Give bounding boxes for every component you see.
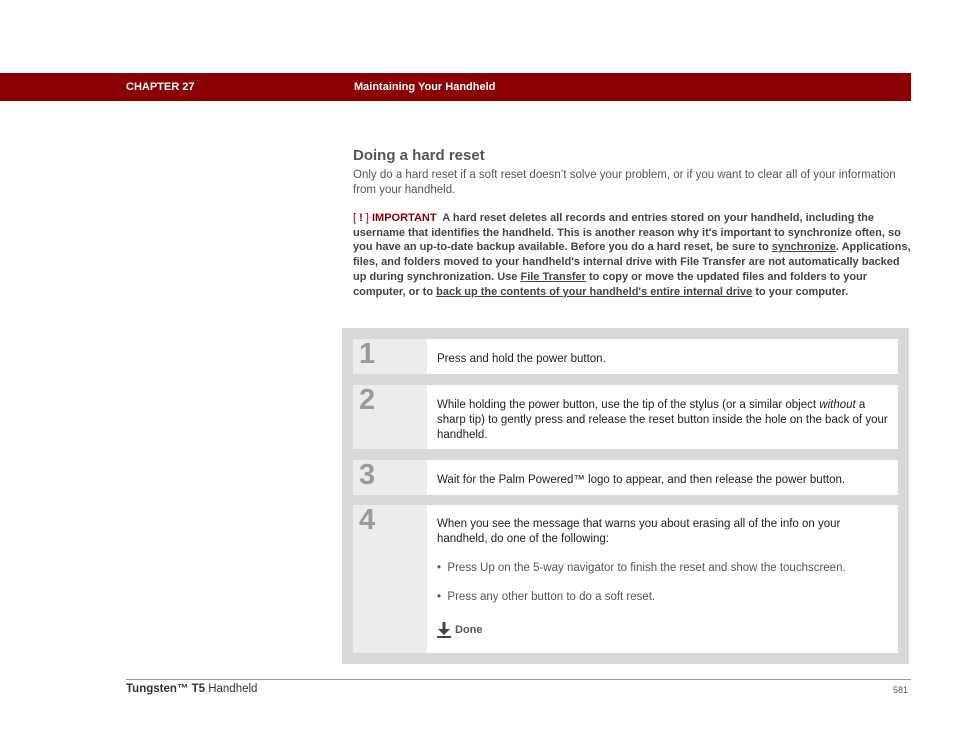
important-label: IMPORTANT (371, 212, 437, 224)
step-3-text-cell (427, 460, 898, 495)
step-2-number: 2 (359, 384, 376, 416)
step-1-text: Press and hold the power button. (437, 353, 606, 365)
synchronize-link[interactable]: synchronize (771, 241, 836, 254)
step-1-number-cell (353, 339, 427, 374)
step-2-number-cell (353, 385, 427, 449)
step-4-text-cell (427, 505, 898, 653)
step-4-bullet-1: • Press Up on the 5-way navigator to finish the reset and show the touchscreen. (437, 562, 846, 574)
footer-product: Tungsten™ T5 Handheld (126, 683, 258, 695)
done-marker: Done (437, 622, 483, 638)
step-4-number-cell (353, 505, 427, 653)
footer-rule (126, 679, 911, 680)
step-3-number: 3 (359, 459, 376, 491)
chapter-number: CHAPTER 27 (126, 81, 195, 93)
chapter-title: Maintaining Your Handheld (354, 81, 496, 93)
step-1-text-cell (427, 339, 898, 374)
done-arrow-icon (437, 622, 451, 638)
important-text-1: A hard reset deletes all records and entries stored on your handheld, including the username that identifies the handheld. This is another reason why it's important to synchronize often, so you have an up-to-date backup available. Before you do a hard reset, be sure to (353, 212, 901, 254)
step-4-text: When you see the message that warns you about erasing all of the info on your handheld, do one of the following: (437, 518, 841, 545)
step-3-number-cell (353, 460, 427, 495)
step-4-number: 4 (359, 504, 376, 536)
file-transfer-link[interactable]: File Transfer (520, 270, 586, 283)
important-text-2: . Applications, files, and folders moved to your handheld's internal drive with File Transfer are not automatically backed up during synchronization. Use (353, 241, 911, 283)
section-title: Doing a hard reset (353, 147, 485, 164)
backup-drive-link[interactable]: back up the contents of your handheld's entire internal drive (436, 285, 753, 298)
step-4-bullet-2: • Press any other button to do a soft reset. (437, 591, 656, 603)
step-2-text-cell (427, 385, 898, 449)
step-1-number: 1 (359, 338, 376, 370)
important-text-3: to copy or move the updated files and folders to your computer, or to (353, 270, 868, 298)
important-note (353, 211, 911, 299)
step-3-text: Wait for the Palm Powered™ logo to appear, and then release the power button. (437, 474, 846, 486)
important-text-4: to your computer. (752, 285, 849, 298)
step-2-text: While holding the power button, use the tip of the stylus (or a similar object without a sharp tip) to gently press and release the reset button inside the hole on the back of your handheld. (437, 399, 888, 441)
page-number: 581 (893, 685, 909, 695)
important-icon: [ ! ] (353, 212, 369, 224)
section-intro: Only do a hard reset if a soft reset doesn’t solve your problem, or if you want to clear all of your information from your handheld. (353, 169, 896, 196)
